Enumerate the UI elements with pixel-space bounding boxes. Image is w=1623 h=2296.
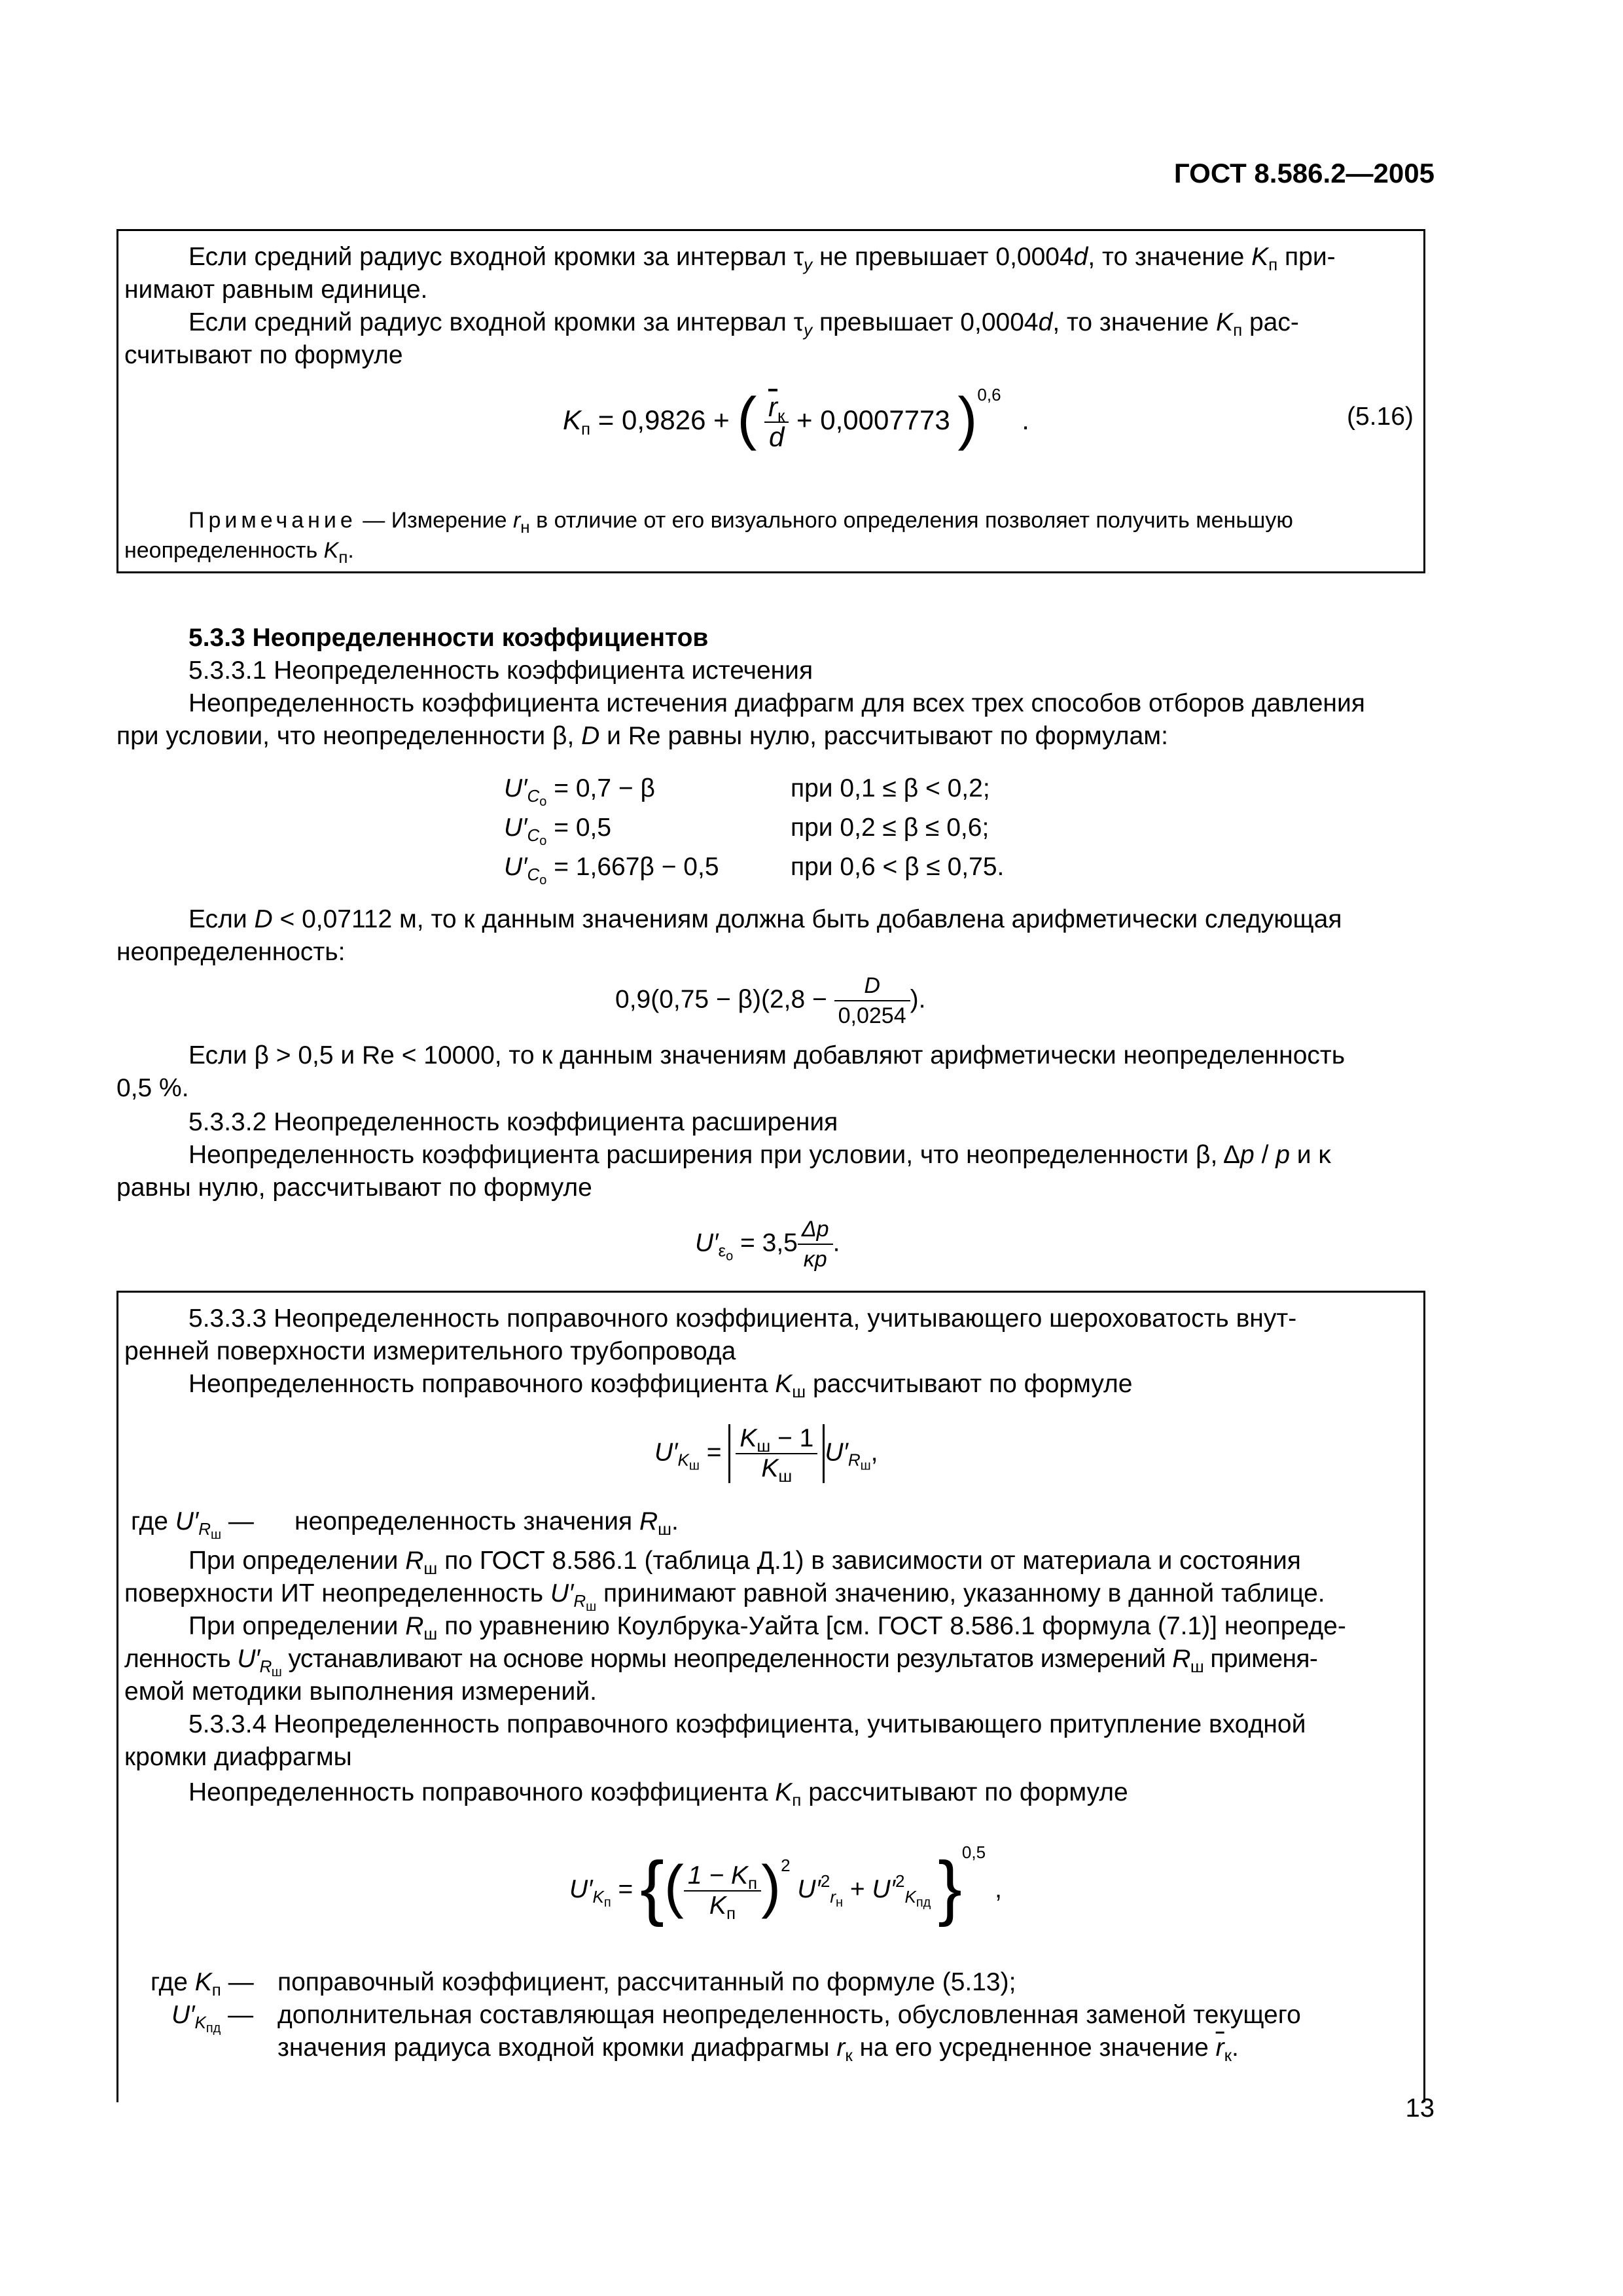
box-b-p2-line-1: При определении $R_ш$ по ГОСТ 8.586.1 (таблица Д.1) в зависимости от материала и состояния (188, 1547, 1301, 1578)
document-code: ГОСТ 8.586.2—2005 (1173, 158, 1435, 188)
where-kp-label: где $K_п$ — (151, 1968, 254, 2000)
box-b-p1: Неопределенность поправочного коэффициента $K_ш$ рассчитывают по формуле (188, 1370, 1133, 1401)
section-p4-line-1: Неопределенность коэффициента расширения при условии, что неопределенности β, Δp / p и κ (188, 1141, 1331, 1169)
section-p3-line-1: Если β > 0,5 и Re < 10000, то к данным значениям добавляют арифметически неопределенность (188, 1041, 1346, 1069)
eq-uc-2: $U'_{Co} = 0,5$ (504, 814, 612, 848)
box-b-p4: Неопределенность поправочного коэффициента $K_п$ рассчитывают по формуле (188, 1778, 1128, 1810)
formula-number-5-16: (5.16) (1347, 403, 1414, 431)
section-p3-line-2: 0,5 %. (116, 1074, 189, 1102)
eq-uc-3: $U'_{Co} = 1,667\beta - 0,5$ (504, 853, 719, 888)
subsection-5-3-3-4-line-1: 5.3.3.4 Неопределенность поправочного коэффициента, учитывающего притупление входной (188, 1710, 1306, 1738)
section-p1-line-2: при условии, что неопределенности β, D и Re равны нулю, рассчитывают по формулам: (116, 722, 1168, 750)
section-p2-line-2: неопределенность: (116, 938, 346, 966)
where-ukpd-line-2: значения радиуса входной кромки диафрагмы $r_к$ на его усредненное значение $\overline{r}_к$. (277, 2034, 1239, 2065)
subsection-5-3-3-3-line-1: 5.3.3.3 Неопределенность поправочного коэффициента, учитывающего шероховатость внут- (188, 1304, 1297, 1333)
subsection-5-3-3-4-line-2: кромки диафрагмы (124, 1743, 352, 1771)
subsection-5-3-3-1: 5.3.3.1 Неопределенность коэффициента истечения (188, 656, 813, 685)
eq-cond-3: при 0,6 < β ≤ 0,75. (791, 853, 1005, 881)
box-a-paragraph-1-line-1: Если средний радиус входной кромки за интервал $\tau_y$ не превышает 0,0004d, то значение $K_п$ при- (188, 243, 1336, 274)
box-b-p2-line-2: поверхности ИТ неопределенность $U'_{Rш}$ принимают равной значению, указанному в данной таблице. (124, 1579, 1325, 1614)
eq-roughness-uncertainty: $U'_{Kш}$ = $\frac{K_ш - 1}{K_ш}$ $U'_{Rш}$, (654, 1424, 878, 1486)
where-ukpd-label: $U'_{Kпд}$ — (171, 2001, 254, 2036)
formula-5-16: $K_п = 0,9826$ + ( $\frac{\overline{r}_к}{d}$ + 0,0007773 )$^{0,6}$ . (563, 385, 1029, 452)
box-b-p3-line-3: емой методики выполнения измерений. (124, 1677, 597, 1706)
box-a-paragraph-1-line-2: нимают равным единице. (124, 276, 428, 304)
eq-diameter-correction: 0,9(0,75 − β)(2,8 − $\frac{D}{0,0254}$ ). (615, 971, 925, 1030)
eq-bluntness-uncertainty: $U'_{Kп}$ = {( $\frac{1 - K_п}{K_п}$ )$^2$ $U'^2_{rн} + U'^2_{Kпд}$ }$^{0,5}$, (569, 1842, 1002, 1928)
eq-cond-1: при 0,1 ≤ β < 0,2; (791, 774, 990, 802)
where-ur-label: где $U'_{Rш}$ — (131, 1507, 254, 1542)
section-p1-line-1: Неопределенность коэффициента истечения диафрагм для всех трех способов отборов давления (188, 689, 1365, 717)
subsection-5-3-3-2: 5.3.3.2 Неопределенность коэффициента расширения (188, 1108, 838, 1136)
note-line-2: неопределенность $K_п$. (124, 538, 354, 567)
box-a-paragraph-2-line-1: Если средний радиус входной кромки за интервал $\tau_y$ превышает 0,0004d, то значение $K_п$ рас- (188, 308, 1299, 340)
subsection-5-3-3-3-line-2: ренней поверхности измерительного трубопровода (124, 1337, 736, 1365)
box-b-p3-line-1: При определении $R_ш$ по уравнению Коулбрука-Уайта [см. ГОСТ 8.586.1 формула (7.1)] неопреде- (188, 1612, 1346, 1643)
section-p4-line-2: равны нулю, рассчитывают по формуле (116, 1174, 592, 1202)
eq-uc-1: $U'_{Co} = 0,7 - \beta$ (504, 774, 655, 809)
section-p2-line-1: Если D < 0,07112 м, то к данным значениям должна быть добавлена арифметически следующая (188, 905, 1342, 933)
note-line-1: Примечание — Измерение $r_н$ в отличие от его визуального определения позволяет получить меньшую (188, 508, 1293, 537)
eq-expansion-uncertainty: $U'_{\varepsilon o} = 3,5$ $\frac{\Delta p}{\kappa p}$ . (695, 1215, 840, 1274)
where-ukpd-line-1: дополнительная составляющая неопределенность, обусловленная заменой текущего (277, 2001, 1301, 2029)
eq-cond-2: при 0,2 ≤ β ≤ 0,6; (791, 814, 990, 842)
section-heading: 5.3.3 Неопределенности коэффициентов (188, 624, 709, 652)
where-ur-text: неопределенность значения $R_ш$. (294, 1507, 679, 1539)
page-number: 13 (1405, 2094, 1435, 2123)
box-a-paragraph-2-line-2: считывают по формуле (124, 341, 403, 369)
box-b-p3-line-2: ленность $U'_{Rш}$ устанавливают на основе нормы неопределенности результатов измерений $R_ш$ применя- (124, 1645, 1318, 1679)
where-kp-text: поправочный коэффициент, рассчитанный по формуле (5.13); (277, 1968, 1016, 1996)
